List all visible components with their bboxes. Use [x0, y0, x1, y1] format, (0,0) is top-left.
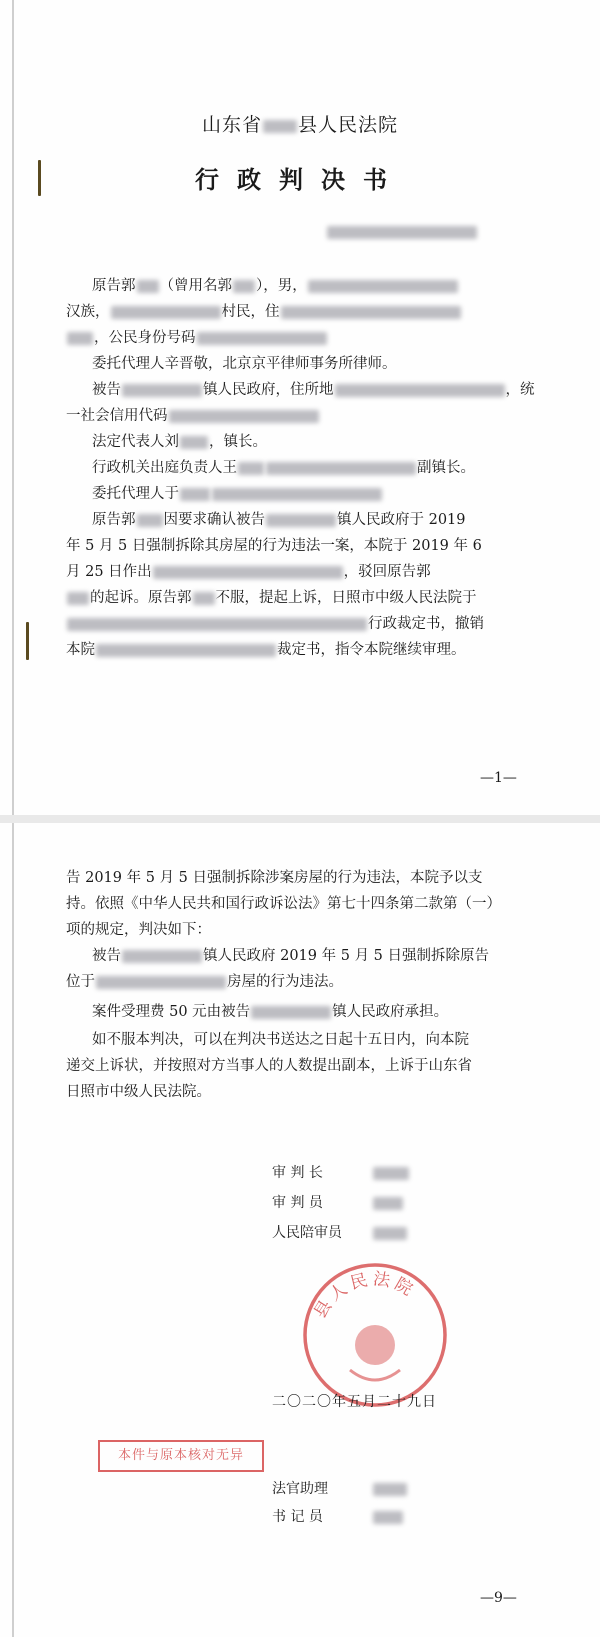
- ruling-line-3: 项的规定，判决如下：: [66, 922, 211, 938]
- ruling-item-2: 案件受理费 50 元由被告 镇人民政府承担。: [92, 1004, 449, 1020]
- judgment-date: 二〇二〇年五月二十九日: [272, 1394, 437, 1410]
- case-paragraph-line-6: 本院 裁定书，指令本院继续审理。: [66, 642, 466, 658]
- credit-code-line: 一社会信用代码: [66, 406, 320, 426]
- page-number-1: —1—: [480, 770, 517, 786]
- appeal-line-1: 如不服本判决，可以在判决书送达之日起十五日内，向本院: [92, 1032, 469, 1048]
- agency-head-line: 行政机关出庭负责人王 副镇长。: [92, 460, 475, 476]
- binding-mark-bottom: [26, 622, 29, 660]
- judge-row: 审 判 员: [272, 1192, 404, 1212]
- plaintiff-agent-line: 委托代理人辛晋敬，北京京平律师事务所律师。: [92, 356, 397, 372]
- court-name: 山东省 县人民法院: [201, 114, 399, 136]
- defendant-line: 被告 镇人民政府，住所地 ，统: [92, 382, 535, 398]
- ruling-item-1: 被告 镇人民政府 2019 年 5 月 5 日强制拆除原告: [92, 948, 490, 964]
- appeal-line-3: 日照市中级人民法院。: [66, 1084, 211, 1100]
- case-paragraph-line-1: 原告郭 因要求确认被告 镇人民政府于 2019: [92, 512, 466, 528]
- plaintiff-line: 原告郭 （曾用名郭 ），男，: [92, 276, 459, 296]
- case-paragraph-line-2: 年 5 月 5 日强制拆除其房屋的行为违法一案，本院于 2019 年 6: [66, 538, 482, 554]
- case-paragraph-line-3: 月 25 日作出 ，驳回原告郭: [66, 564, 431, 580]
- legal-rep-line: 法定代表人刘 ，镇长。: [92, 434, 267, 450]
- plaintiff-address-line: 汉族， 村民，住: [66, 302, 462, 322]
- left-margin-line-2: [12, 823, 14, 1637]
- page-number-9: —9—: [480, 1590, 517, 1606]
- defendant-agent-line: 委托代理人于: [92, 484, 383, 504]
- ruling-line-1: 告 2019 年 5 月 5 日强制拆除涉案房屋的行为违法，本院予以支: [66, 870, 483, 886]
- judge-assistant-row: 法官助理: [272, 1478, 408, 1498]
- certified-copy-stamp: 本件与原本核对无异: [98, 1440, 264, 1472]
- presiding-judge-row: 审 判 长: [272, 1162, 410, 1182]
- svg-text:县人民法院: [310, 1269, 419, 1322]
- case-number: [326, 224, 478, 240]
- case-paragraph-line-4: 的起诉。原告郭 不服，提起上诉，日照市中级人民法院于: [66, 588, 477, 608]
- appeal-line-2: 递交上诉状，并按照对方当事人的人数提出副本，上诉于山东省: [66, 1058, 472, 1074]
- page-gap: [0, 815, 600, 823]
- juror-row: 人民陪审员: [272, 1222, 408, 1242]
- document-title: 行政判决书: [195, 165, 405, 194]
- plaintiff-id-line: ，公民身份号码: [66, 328, 328, 348]
- ruling-item-1-cont: 位于 房屋的行为违法。: [66, 974, 343, 990]
- case-paragraph-line-5: 行政裁定书，撤销: [66, 614, 484, 634]
- ruling-line-2: 持。依照《中华人民共和国行政诉讼法》第七十四条第二款第（一）: [66, 896, 501, 912]
- seal-text: 县人民法院: [310, 1269, 420, 1322]
- clerk-row: 书 记 员: [272, 1506, 404, 1526]
